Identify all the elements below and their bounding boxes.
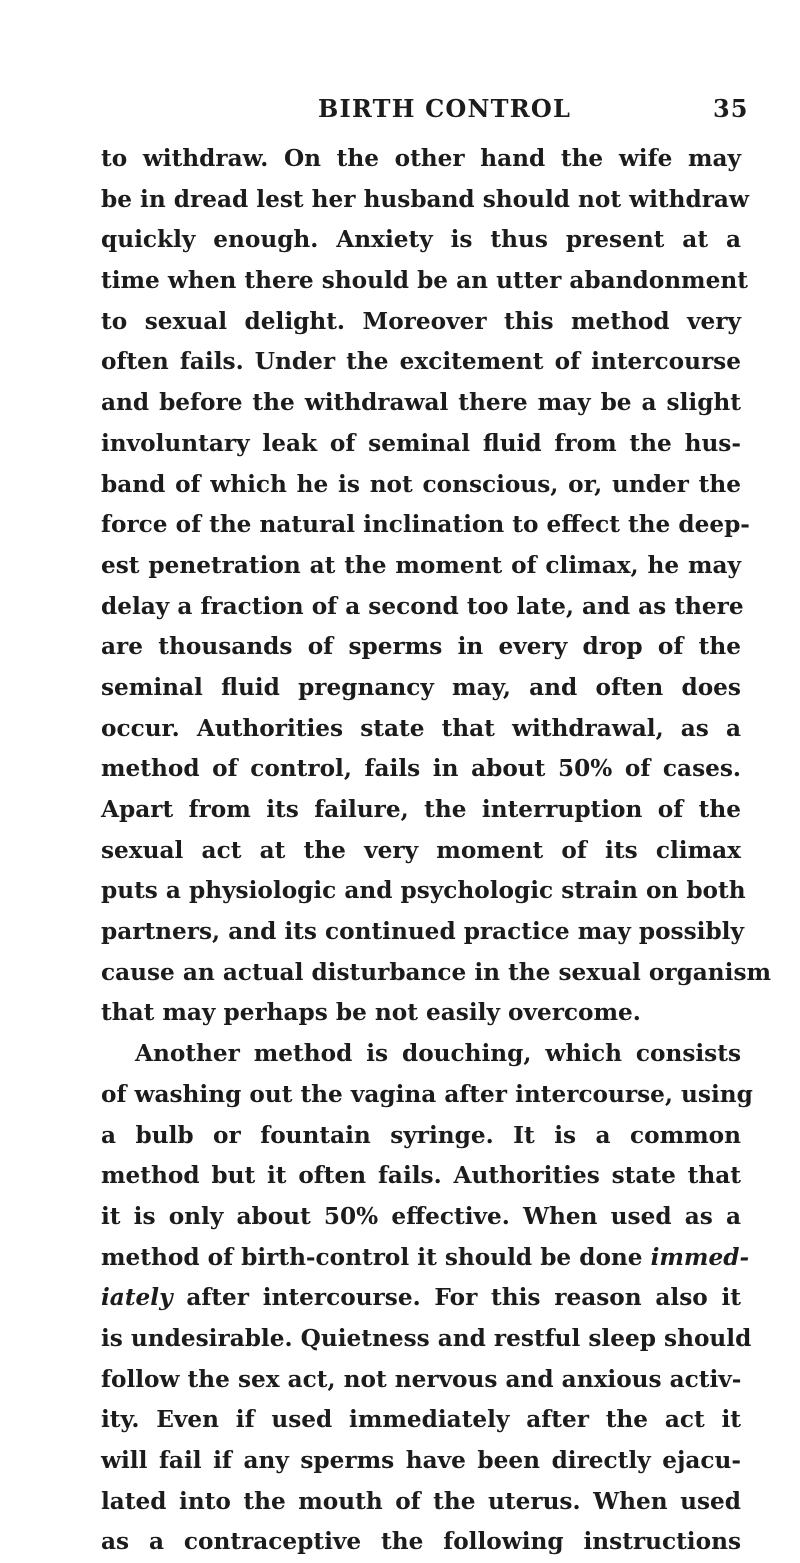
text-line: seminal fluid pregnancy may, and often does [101, 673, 741, 701]
text-line: time when there should be an utter abandonment [101, 267, 748, 295]
text-line: as a contraceptive the following instructions [101, 1528, 741, 1556]
text-line: to sexual delight. Moreover this method very [101, 307, 741, 335]
text-line: partners, and its continued practice may possibly [101, 918, 744, 946]
running-head [0, 94, 800, 134]
text-line: method of control, fails in about 50% of cases. [101, 755, 741, 783]
text-line: Another method is douching, which consists [135, 1040, 741, 1068]
text-line: of washing out the vagina after intercourse, using [101, 1080, 753, 1108]
text-line: and before the withdrawal there may be a slight [101, 389, 741, 417]
body-text [101, 139, 772, 1563]
text-line: sexual act at the very moment of its climax [101, 836, 741, 864]
running-title: BIRTH CONTROL [318, 94, 572, 123]
text-line: delay a fraction of a second too late, and as there [101, 592, 744, 620]
text-line: ity. Even if used immediately after the act it [101, 1406, 741, 1434]
text-line: follow the sex act, not nervous and anxious activ- [101, 1365, 742, 1393]
text-line: band of which he is not conscious, or, under the [101, 470, 741, 498]
text-line: it is only about 50% effective. When used as a [101, 1202, 741, 1230]
text-line: that may perhaps be not easily overcome. [101, 999, 641, 1027]
text-line-italic [101, 1278, 741, 1319]
text-line: will fail if any sperms have been directly ejacu- [101, 1447, 741, 1474]
text-line: be in dread lest her husband should not withdraw [101, 185, 749, 213]
text-line: lated into the mouth of the uterus. When used [101, 1487, 741, 1515]
paragraph-douching [101, 1034, 753, 1563]
text-line: to withdraw. On the other hand the wife may [101, 145, 741, 172]
text-line: Apart from its failure, the interruption of the [101, 796, 741, 823]
text-line: cause an actual disturbance in the sexual organism [101, 958, 772, 986]
text-line: quickly enough. Anxiety is thus present at a [101, 226, 741, 254]
text-line: method but it often fails. Authorities state that [101, 1162, 741, 1190]
text-line: force of the natural inclination to effect the deep- [101, 511, 750, 539]
text-line-italic [101, 1238, 750, 1279]
text-line: occur. Authorities state that withdrawal, as a [101, 714, 741, 742]
text-line: involuntary leak of seminal fluid from the hus- [101, 429, 741, 457]
italic-word: immed- [650, 1243, 750, 1271]
text-line: is undesirable. Quietness and restful sleep should [101, 1324, 752, 1352]
paragraph-withdrawal [101, 139, 772, 1034]
italic-word: iately [101, 1284, 173, 1312]
page-number: 35 [713, 94, 749, 123]
text-line: a bulb or fountain syringe. It is a common [101, 1121, 741, 1149]
text-line: est penetration at the moment of climax, he may [101, 551, 741, 579]
text-run: after intercourse. For this reason also it [172, 1284, 741, 1312]
text-line: often fails. Under the excitement of intercourse [101, 348, 741, 376]
text-line: are thousands of sperms in every drop of the [101, 633, 741, 661]
text-run: method of birth-control it should be done [101, 1243, 651, 1271]
text-line: puts a physiologic and psychologic strain on both [101, 877, 746, 905]
